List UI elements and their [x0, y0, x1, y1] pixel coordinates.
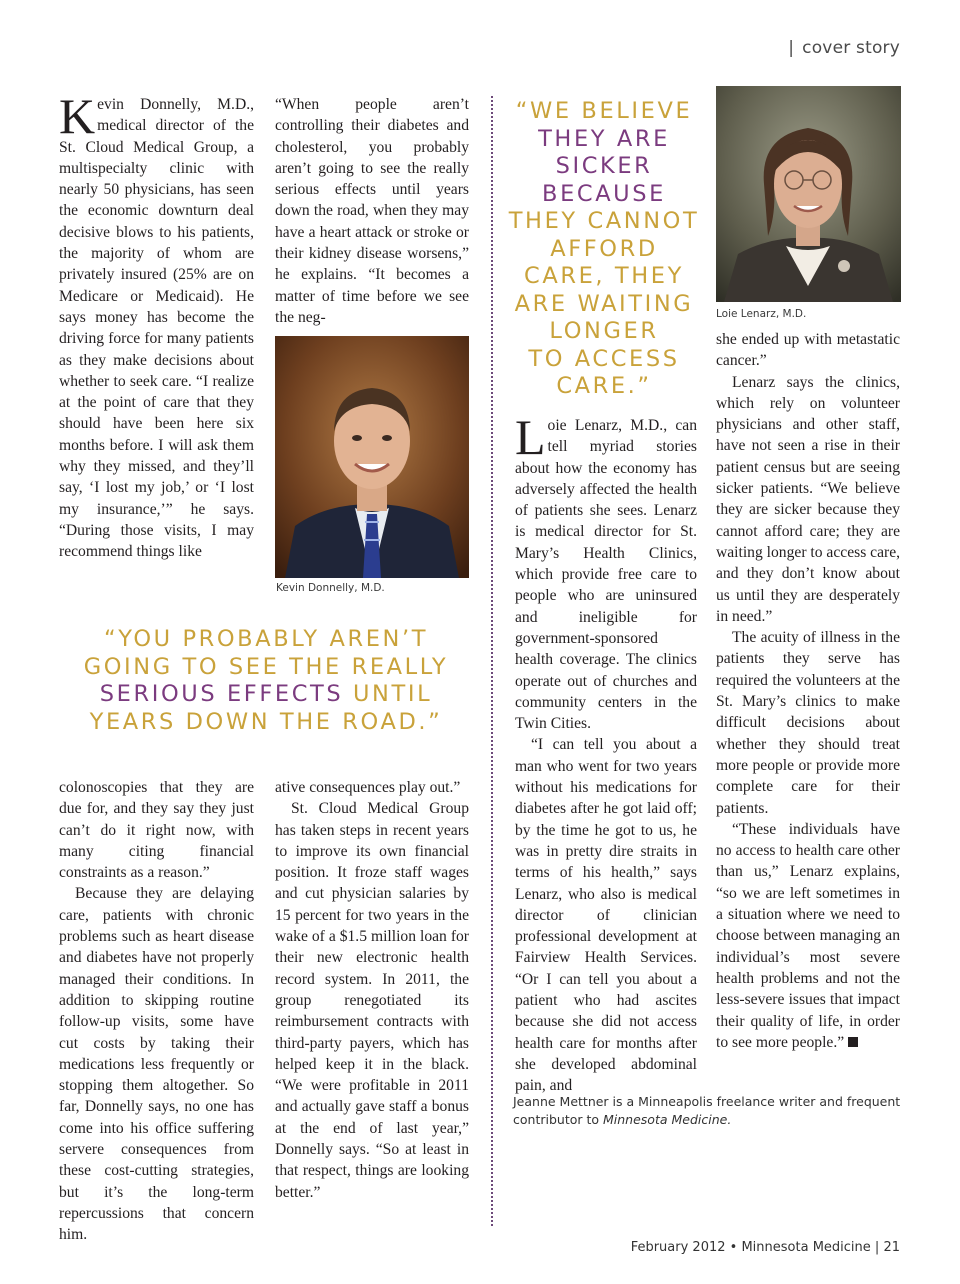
paragraph: “These individuals have no access to health care other than us,” Lenarz explains, “so we are left sometimes in a situation where we need to choose between managing an individual’s most severe health problems and not the less-severe issues that impact their quality of life, in order to see more people.” [716, 820, 900, 1051]
portrait-illustration [716, 86, 901, 302]
column-3 [515, 409, 697, 1097]
paragraph: “I can tell you about a man who went for two years without his medications for diabetes after he got laid off; by the time he got to us, he was in pretty dire straits in terms of his health,” says Lenarz, who also is medical director of clinician professional development at Fairview Health Services. “Or I can tell you about a patient who had ascites because she did not access health care for months after she developed abdominal pain, and [515, 736, 697, 1095]
section-label: cover story [802, 38, 900, 58]
column-1-top [59, 88, 254, 563]
footer-date: February 2012 [630, 1240, 726, 1255]
kevin-donnelly-photo [275, 336, 469, 578]
header-separator: | [788, 38, 795, 58]
paragraph: The acuity of illness in the patients they serve has required the volunteers at the St. Mary’s clinics to make difficult decisions about whether they should treat more people or provide more complete care for their patients. [716, 629, 900, 817]
donnelly-caption: Kevin Donnelly, M.D. [276, 582, 385, 594]
section-header [788, 38, 900, 58]
intro-paragraph: Kevin Donnelly, M.D., medical director of the St. Cloud Medical Group, a multispecialty clinic with nearly 50 physicians, has seen the economic downturn deal decisive blows to his patients, the majority of whom are privately insured (25% are on Medicare or Medicaid). He says money has become the driving force for many patients as they make decisions about whether to seek care. “I realize at the point of care that they should have been here six months before. I will ask them why they missed, and they’ll say, ‘I lost my job,’ or ‘I lost my insurance,’” he says. “During those visits, I may recommend things like [59, 88, 254, 561]
paragraph: ative consequences play out.” [275, 779, 461, 796]
quote-paragraph: “When people aren’t controlling their diabetes and cholesterol, you probably aren’t going to see the really serious effects until years down the road, when they may have a heart attack or stroke or their kidney disease worsens,” he explains. “It becomes a matter of time before we see the neg- [275, 96, 469, 326]
pullquote-we-believe: “WE BELIEVE THEY ARE SICKER BECAUSE THEY CANNOT AFFORD CARE, THEY ARE WAITING LONGER TO ACCESS CARE.” [508, 98, 700, 399]
paragraph: Loie Lenarz, M.D., can tell myriad stories about how the economy has adversely affected the health of patients she sees. Lenarz is medical director for St. Mary’s Health Clinics, which provide free care to people who are uninsured and ineligible for government-sponsored health coverage. The clinics operate out of churches and community centers in the Twin Cities. [515, 409, 697, 733]
lenarz-caption: Loie Lenarz, M.D. [716, 308, 807, 320]
column-2-top [275, 94, 469, 328]
paragraph: St. Cloud Medical Group has taken steps in recent years to improve its own financial position. It froze staff wages and cut physician salaries by 15 percent for two years in the wake of a $1.5 million loan for their new electronic health record system. In 2011, the group renegotiated its reimbursement contracts with third-party payers, which has helped keep it in the black. “We were profitable in 2011 and actually gave staff a bonus at the end of last year,” Donnelly says. “So at least in that respect, things are looking better.” [275, 800, 469, 1201]
portrait-illustration [275, 336, 469, 578]
dropcap-l: L [515, 409, 546, 465]
paragraph: Because they are delaying care, patients with chronic problems such as heart disease and diabetes have not properly managed their conditions. In addition to skipping routine follow-up visits, some have cut costs by taking their medications less frequently or stopping them altogether. So far, Donnelly says, no one has come into his office suffering servere consequences from these cost-cutting strategies, but it’s the long-term repercussions that concern him. [59, 885, 254, 1244]
column-divider [491, 96, 493, 1226]
footer-publication: Minnesota Medicine [741, 1240, 871, 1255]
column-1-bottom [59, 777, 254, 1246]
footer-separator: | [874, 1240, 880, 1255]
end-mark-square [848, 1037, 858, 1047]
loie-lenarz-photo [716, 86, 901, 302]
footer-bullet: • [729, 1240, 738, 1255]
pullquote-serious-effects: “YOU PROBABLY AREN’T GOING TO SEE THE REALLY SERIOUS EFFECTS UNTIL YEARS DOWN THE ROAD.” [83, 626, 449, 735]
page-number: 21 [883, 1240, 900, 1255]
bio-publication: Minnesota Medicine. [603, 1112, 732, 1127]
column-4 [716, 329, 900, 1053]
author-bio: Jeanne Mettner is a Minneapolis freelance writer and frequent contributor to Minnesota Medicine. [513, 1094, 901, 1127]
paragraph: Lenarz says the clinics, which rely on volunteer physicians and other staff, have not seen a rise in their patient census but are seeing sicker patients. “We believe they are sicker because they cannot afford care; they are waiting longer to access care, and they don’t know about us until they are desperately in need.” [716, 373, 901, 625]
dropcap-k: K [59, 88, 96, 144]
paragraph: she ended up with metastatic cancer.” [716, 331, 900, 370]
column-2-bottom [275, 777, 469, 1203]
page-footer [631, 1240, 900, 1255]
paragraph: colonoscopies that they are due for, and they say they just can’t do it right now, with many citing financial constraints as a reason.” [59, 779, 254, 882]
